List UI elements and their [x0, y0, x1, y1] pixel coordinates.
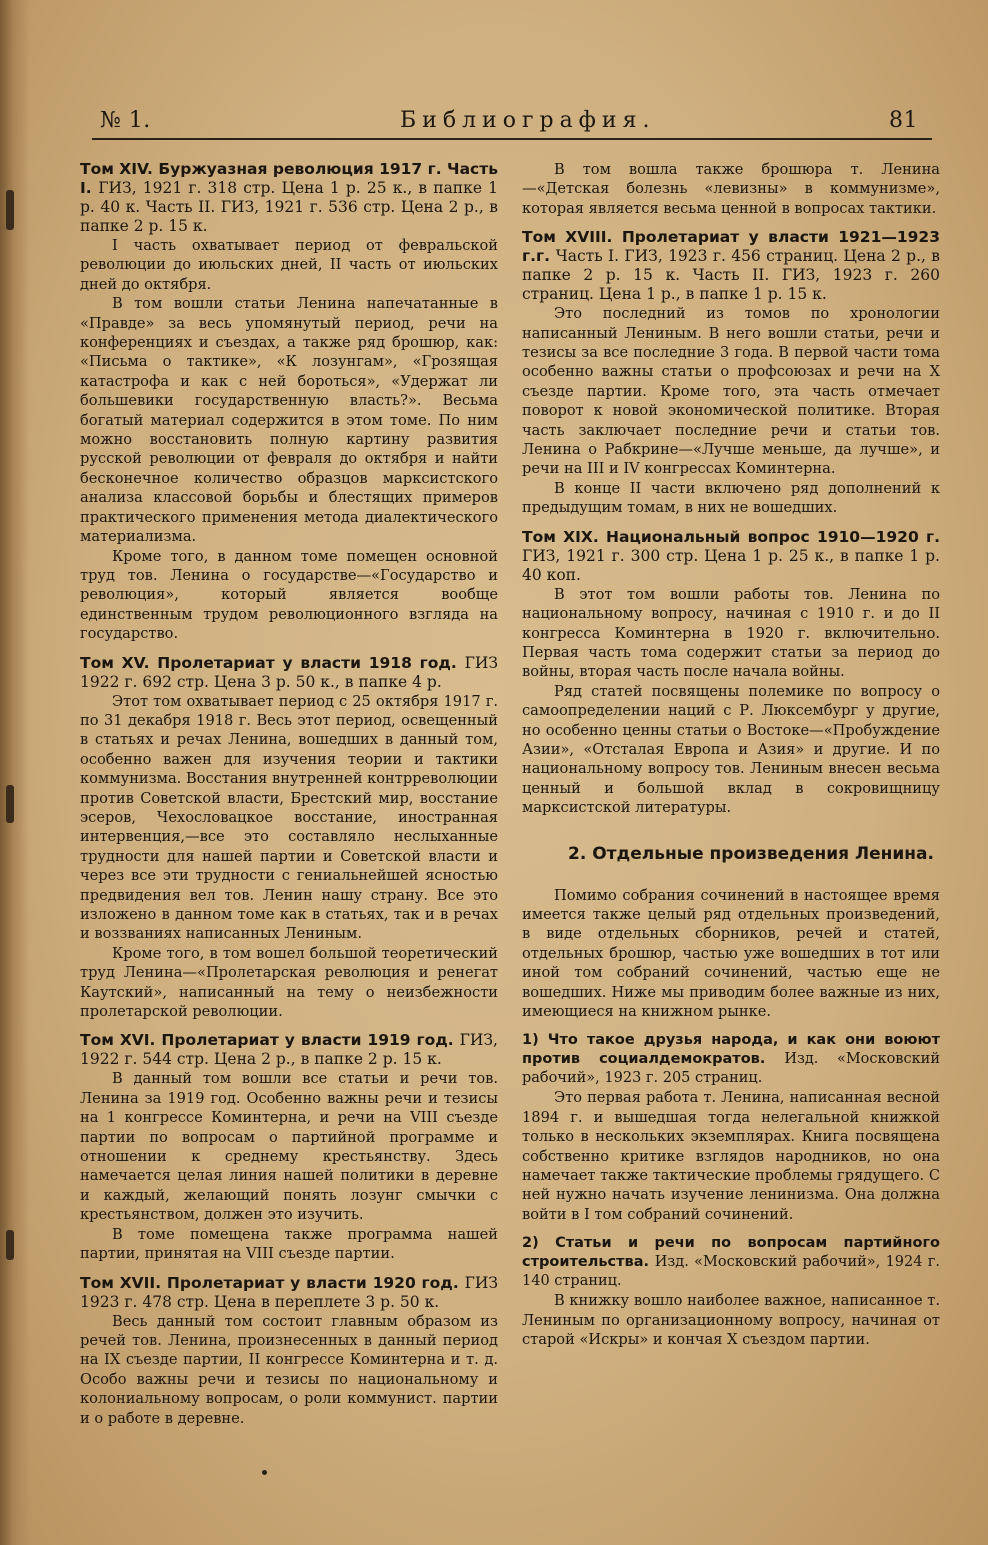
work-details: Изд. «Московский рабочий», 1923 г. 205 страниц.: [522, 1051, 940, 1087]
volume-title: Том XIV. Буржуазная революция 1917 г. Часть I.: [80, 160, 498, 197]
work-heading: [522, 1234, 940, 1291]
volume-heading: [522, 528, 940, 585]
volume-entry: [80, 160, 498, 644]
volume-details: ГИЗ, 1921 г. 318 стр. Цена 1 р. 25 к., в папке 1 р. 40 к. Часть II. ГИЗ, 1921 г. 536 стр. Цена 2 р., в папке 2 р. 15 к.: [80, 179, 498, 235]
paragraph: Это первая работа т. Ленина, написанная весной 1894 г. и вышедшая тогда нелегальной книжкой только в нескольких экземплярах. Книга посвящена собственно критике взглядов народников, но она намечает также тактические проблемы грядущего. С ней нужно начать изучение ленинизма. Она должна войти в I том собраний сочинений.: [522, 1089, 940, 1223]
volume-details: ГИЗ, 1921 г. 300 стр. Цена 1 р. 25 к., в папке 1 р. 40 коп.: [522, 546, 940, 584]
volume-heading: [80, 1274, 498, 1312]
volume-details: ГИЗ 1922 г. 692 стр. Цена 3 р. 50 к., в папке 4 р.: [80, 653, 498, 691]
margin-mark: [6, 1230, 14, 1260]
work-title: 2) Статьи и речи по вопросам партийного строительства.: [522, 1235, 940, 1271]
work-entry: [522, 1234, 940, 1349]
left-column: [80, 160, 498, 1438]
paragraph: В этот том вошли работы тов. Ленина по национальному вопросу, начиная с 1910 г. и до II конгресса Коминтерна в 1920 г. включительно. Первая часть тома содержит статьи за период до войны, вторая часть после начала войны.: [522, 585, 940, 681]
work-entry: [522, 1031, 940, 1224]
volume-heading: [80, 160, 498, 236]
volume-details: Часть I. ГИЗ, 1923 г. 456 страниц. Цена 2 р., в папке 2 р. 15 к. Часть II. ГИЗ, 1923 г. 260 страниц. Цена 1 р., в папке 1 р. 15 к.: [522, 247, 940, 304]
ink-dot: [262, 1470, 267, 1475]
volume-heading: [522, 228, 940, 304]
paragraph: Ряд статей посвящены полемике по вопросу о самоопределении наций с Р. Люксембург у другие, но особенно ценны статьи о Востоке—«Пробуждение Азии», «Отсталая Европа и Азия» и другие. И по национальному вопросу тов. Лениным внесен весьма ценный и большой вклад в сокровищницу марксистской литературы.: [522, 682, 940, 817]
volume-title: Том XV. Пролетариат у власти 1918 год.: [80, 653, 457, 672]
volume-entry: [522, 228, 940, 517]
section-intro: Помимо собрания сочинений в настоящее время имеется также целый ряд отдельных произведений, в виде отдельных сборников, речей и статей, отдельных брошюр, частью уже вошедших в тот или иной том собраний сочинений, частью еще не вошедших. Ниже мы приводим более важные из них, имеющиеся на книжном рынке.: [522, 886, 940, 1020]
issue-number: № 1.: [100, 108, 151, 133]
volume-title: Том XIX. Национальный вопрос 1910—1920 г.: [522, 527, 940, 546]
volume-entry: [80, 1031, 498, 1263]
right-column: [522, 160, 940, 1359]
margin-mark: [6, 785, 14, 823]
paragraph: Кроме того, в том вошел большой теоретический труд Ленина—«Пролетарская революция и ренегат Каутский», написанный на тему о неизбежности пролетарской революции.: [80, 944, 498, 1021]
paragraph: Это последний из томов по хронологии написанный Лениным. В него вошли статьи, речи и тезисы за все последние 3 года. В первой части тома особенно важны статьи о профсоюзах и речи на X съезде партии. Кроме того, эта часть отмечает поворот к новой экономической политике. Вторая часть заключает последние речи и статьи тов. Ленина о Рабкрине—«Лучше меньше, да лучше», и речи на III и IV конгрессах Коминтерна.: [522, 305, 940, 478]
work-title: 1) Что такое друзья народа, и как они воюют против социалдемократов.: [522, 1032, 940, 1068]
paragraph: I часть охватывает период от февральской революции до июльских дней, II часть от июльских дней до октября.: [80, 237, 498, 293]
volume-entry: [80, 654, 498, 1022]
paragraph: Весь данный том состоит главным образом из речей тов. Ленина, произнесенных в данный период на IX съезде партии, II конгрессе Коминтерна и т. д. Особо важны речи и тезисы по национальному и колониальному вопросам, о роли коммунист. партии и о работе в деревне.: [80, 1312, 498, 1427]
running-title: Библиография.: [400, 108, 656, 133]
page-header: [100, 108, 930, 136]
margin-mark: [6, 190, 14, 230]
volume-heading: [80, 654, 498, 692]
volume-entry: [80, 1274, 498, 1428]
volume-title: Том XVI. Пролетариат у власти 1919 год.: [80, 1031, 454, 1050]
paragraph: В том вошли статьи Ленина напечатанные в «Правде» за весь упомянутый период, речи на конференциях и съездах, а также ряд брошюр, как: «Письма о тактике», «К лозунгам», «Грозящая катастрофа и как с ней бороться», «Удержат ли большевики государственную власть?». Весьма богатый материал содержится в этом томе. По ним можно восстановить полную картину развития русской революции от февраля до октября и найти бесконечное количество образцов марксистского анализа классовой борьбы и блестящих примеров практического применения метода диалектического материализма.: [80, 295, 498, 546]
volume-details: ГИЗ 1923 г. 478 стр. Цена в переплете 3 р. 50 к.: [80, 1273, 498, 1311]
volume-entry: [522, 528, 940, 818]
paragraph: В том вошла также брошюра т. Ленина—«Детская болезнь «левизны» в коммунизме», которая является весьма ценной в вопросах тактики.: [522, 161, 940, 217]
continued-entry: [522, 160, 940, 218]
volume-title: Том XVII. Пролетариат у власти 1920 год.: [80, 1273, 459, 1292]
paragraph: Этот том охватывает период с 25 октября 1917 г. по 31 декабря 1918 г. Весь этот период, освещенный в статьях и речах Ленина, вошедших в данный том, особенно важен для изучения теории и тактики коммунизма. Восстания внутренней контрреволюции против Советской власти, Брестский мир, восстание эсеров, Чехословацкое восстание, иностранная интервенция,—все это составляло неслыханные трудности для нашей партии и Советской власти и через все эти трудности с гениальнейшей ясностью предвидения вел тов. Ленин нашу страну. Все это изложено в данном томе как в статьях, так и в речах и воззваниях написанных Лениным.: [80, 692, 498, 943]
work-heading: [522, 1031, 940, 1088]
paragraph: В книжку вошло наиболее важное, написанное т. Лениным по организационному вопросу, начиная от старой «Искры» и кончая X съездом партии.: [522, 1292, 940, 1349]
page-binding-edge: [0, 0, 30, 1545]
volume-heading: [80, 1031, 498, 1069]
page-number: 81: [889, 108, 918, 133]
volume-details: ГИЗ, 1922 г. 544 стр. Цена 2 р., в папке 2 р. 15 к.: [80, 1031, 498, 1069]
work-details: Изд. «Московский рабочий», 1924 г. 140 страниц.: [522, 1254, 940, 1290]
section-heading: 2. Отдельные произведения Ленина.: [568, 843, 934, 864]
paragraph: Кроме того, в данном томе помещен основной труд тов. Ленина о государстве—«Государство и революция», который является вообще единственным трудом революционного взгляда на государство.: [80, 547, 498, 643]
paragraph: В конце II части включено ряд дополнений к предыдущим томам, в них не вошедших.: [522, 479, 940, 517]
paragraph: В томе помещена также программа нашей партии, принятая на VIII съезде партии.: [80, 1225, 498, 1263]
paragraph: В данный том вошли все статьи и речи тов. Ленина за 1919 год. Особенно важны речи и тезисы на 1 конгрессе Коминтерна, и речи на VIII съезде партии по вопросам о партийной программе и отношении к среднему крестьянству. Здесь намечается целая линия нашей политики в деревне и каждый, желающий понять лозунг смычки с крестьянством, должен это изучить.: [80, 1070, 498, 1224]
volume-title: Том XVIII. Пролетариат у власти 1921—1923 г.г.: [522, 228, 940, 266]
header-rule: [92, 138, 932, 140]
